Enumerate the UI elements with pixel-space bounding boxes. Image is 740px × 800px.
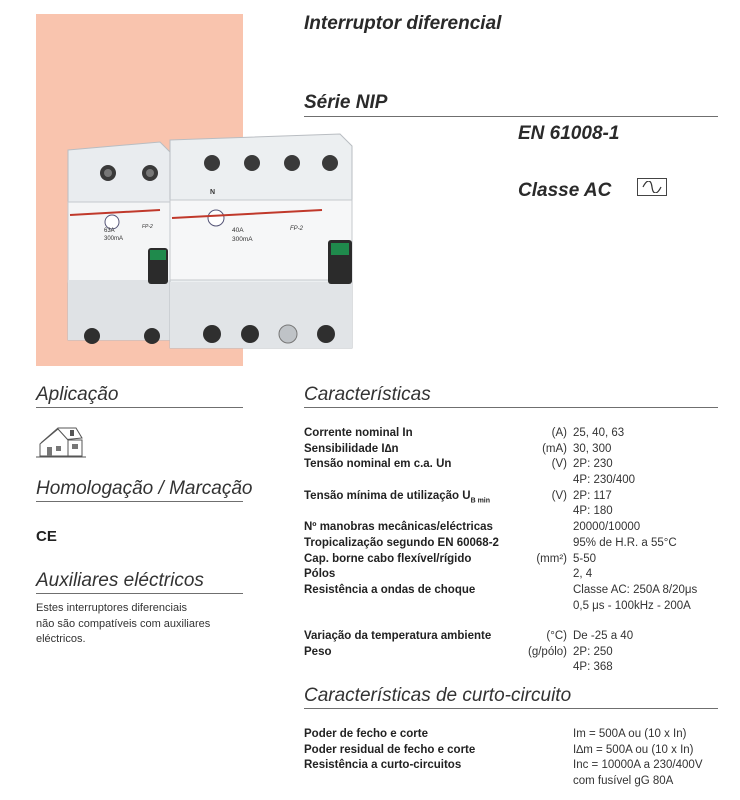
sc-value: com fusível gG 80A [573,775,674,788]
large-rcd-device [170,134,352,348]
spec-row [304,426,718,442]
spec-label: Nº manobras mecânicas/eléctricas [304,521,493,534]
section-curto-circuito: Características de curto-circuito [304,685,572,706]
spec-value: 2P: 117 [573,489,612,502]
spec-label: Tropicalização segundo EN 60068-2 [304,536,499,549]
spec-unit: (g/pólo) [528,645,567,658]
spec-label: Peso [304,645,332,658]
sc-row [304,727,718,743]
sc-label: Resistência a curto-circuitos [304,759,462,772]
small-rcd-device [68,142,170,344]
spec-row [304,583,718,629]
class-label: Classe AC [518,180,612,201]
series-title: Série NIP [304,92,388,113]
spec-label: Corrente nominal In [304,427,413,439]
section-caracteristicas: Características [304,384,431,405]
spec-unit: (A) [551,427,567,439]
spec-label-text: Tensão mínima de utilização U [304,489,471,502]
auxiliares-rule [36,593,243,594]
spec-row [304,629,718,645]
page-title: Interruptor diferencial [304,13,502,34]
auxiliares-line: eléctricos. [36,633,86,645]
homologacao-rule [36,501,243,502]
large-rating-text: 40A [232,227,244,234]
large-sens-text: 300mA [232,236,253,243]
small-rating-text: 63A [104,228,115,234]
large-model-text: FP-2 [290,226,304,232]
aplicacao-rule [36,407,243,408]
spec-value: 2P: 230 [573,458,613,471]
spec-value: De -25 a 40 [573,629,634,642]
auxiliares-line: não são compatíveis com auxiliares [36,617,211,630]
spec-unit: (mm²) [536,552,567,565]
sc-value: I∆m = 500A ou (10 x In) [573,743,694,756]
neutral-label: N [210,189,216,196]
spec-row [304,520,718,536]
spec-label: Variação da temperatura ambiente [304,629,492,642]
spec-label: Sensibilidade I∆n [304,442,399,455]
spec-label: Tensão nominal em c.a. Un [304,458,452,471]
spec-value: Classe AC: 250A 8/20μs [573,583,698,596]
standard-label: EN 61008-1 [518,123,620,144]
small-sens-text: 300mA [104,236,124,242]
spec-value: 95% de H.R. a 55°C [573,536,677,549]
sc-value: Inc = 10000A a 230/400V [573,759,703,772]
spec-value: 25, 40, 63 [573,427,625,439]
auxiliares-text [36,601,210,648]
sc-row [304,758,718,789]
spec-label: Pólos [304,568,336,581]
section-aplicacao: Aplicação [36,384,119,405]
small-model-text: FP-2 [142,224,153,230]
curto-rule [304,708,718,709]
section-auxiliares: Auxiliares eléctricos [36,570,204,591]
spec-value: 4P: 368 [573,661,613,674]
spec-value: 20000/10000 [573,521,641,534]
spec-unit: (V) [551,458,567,471]
rcd-devices-illustration [60,130,370,360]
sc-row [304,743,718,759]
spec-label: Resistência a ondas de choque [304,583,476,596]
spec-value: 4P: 180 [573,505,613,518]
ce-mark: CE [36,528,57,545]
spec-row [304,536,718,552]
spec-value: 4P: 230/400 [573,474,636,487]
series-rule [304,116,718,117]
sc-label: Poder residual de fecho e corte [304,743,476,756]
spec-row [304,457,718,488]
spec-unit: (V) [551,489,567,502]
spec-value: 2, 4 [573,568,593,581]
spec-unit: (°C) [546,629,567,642]
house-icon [36,420,86,460]
spec-row [304,442,718,458]
spec-row [304,489,718,520]
spec-value: 5-50 [573,552,597,565]
auxiliares-line: Estes interruptores diferenciais [36,602,188,614]
spec-label-sub: B min [470,497,491,505]
section-homologacao: Homologação / Marcação [36,478,253,499]
sc-label: Poder de fecho e corte [304,728,428,740]
spec-row [304,567,718,583]
spec-value: 0,5 μs - 100kHz - 200A [573,599,691,612]
spec-value: 30, 300 [573,442,612,455]
spec-label [304,489,490,509]
short-circuit-table [304,727,718,790]
spec-unit: (mA) [542,442,567,455]
ac-wave-icon [637,178,667,196]
spec-row [304,552,718,568]
sc-value: Im = 500A ou (10 x In) [573,728,687,740]
spec-row [304,645,718,676]
caracteristicas-rule [304,407,718,408]
spec-label: Cap. borne cabo flexível/rígido [304,552,472,565]
spec-table [304,426,718,676]
spec-value: 2P: 250 [573,645,613,658]
